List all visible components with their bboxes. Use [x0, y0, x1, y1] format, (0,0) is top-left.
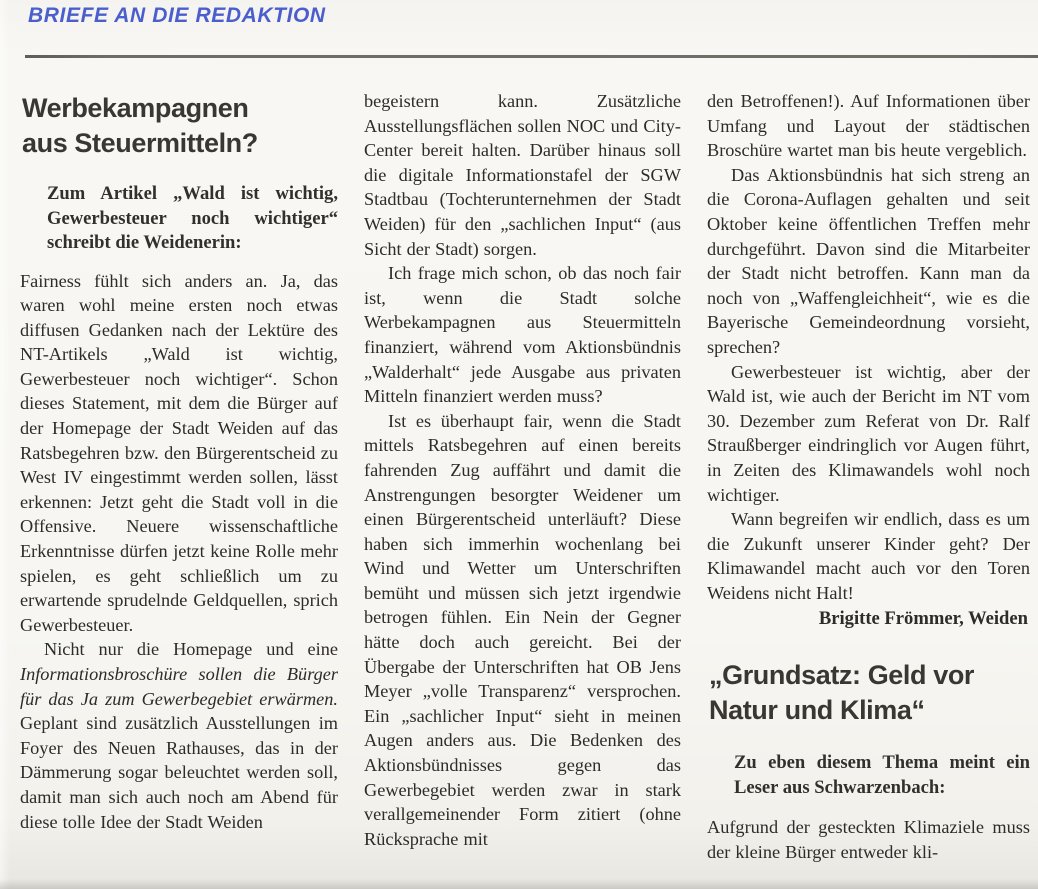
body-text: Nicht nur die Homepage und eine — [44, 639, 338, 660]
letter2-headline-line2: Natur und Klima“ — [709, 695, 925, 726]
body-text: Ich frage mich schon, ob das noch fair ist, wenn die Stadt solche Werbekampagnen aus Steuermitteln finanziert, während vom Aktionsbündnis „Walderhalt“ jede Ausgabe aus privaten Mitteln finanziert werden muss? — [364, 263, 681, 407]
body-text: Fairness fühlt sich anders an. Ja, das waren wohl meine ersten noch etwas diffusen Gedanken nach der Lektüre des NT-Artikels „Wald ist wichtig, Gewerbesteuer noch wichtiger“. Schon dieses Statement, mit dem die Bürger auf der Homepage der Stadt Weiden auf das Ratsbegehren bzw. den Bürgerentscheid zu West IV eingestimmt werden sollen, lässt erkennen: Jetzt geht die Stadt voll in die Offensive. Neuere wissenschaftliche Erkenntnisse dürfen jetzt keine Rolle mehr spielen, es geht schließlich um zu erwartende sprudelnde Geldquellen, sprich Gewerbesteuer. — [20, 270, 338, 635]
letter1-headline — [22, 91, 338, 161]
body-paragraph — [707, 89, 1030, 163]
column-2 — [364, 89, 681, 865]
letter2-headline-line1: „Grundsatz: Geld vor — [709, 660, 975, 691]
body-paragraph — [364, 261, 681, 409]
letter1-body-col2 — [364, 89, 681, 851]
body-paragraph — [364, 409, 681, 852]
body-paragraph — [20, 637, 338, 834]
body-text: den Betroffenen!). Auf Informationen über Umfang und Layout der städtischen Broschüre wartet man bis heute vergeblich. — [707, 91, 1030, 161]
body-text: Aufgrund der gesteckten Klimaziele muss der kleine Bürger entweder kli- — [707, 817, 1030, 863]
article-columns — [0, 58, 1038, 865]
section-masthead — [0, 0, 1038, 28]
letter1-body-col1 — [20, 269, 338, 835]
letter1-intro: Zum Artikel „Wald ist wichtig, Gewerbesteuer noch wichtiger“ schreibt die Weidenerin: — [47, 183, 338, 253]
letter2-headline — [709, 658, 1030, 728]
body-paragraph — [707, 815, 1030, 864]
column-1 — [20, 89, 338, 865]
body-text: begeistern kann. Zusätzliche Ausstellungsflächen sollen NOC und City-Center bereit halten. Darüber hinaus soll die digitale Informationstafel der SGW Stadtbau (Tochterunternehmen der Stadt Weiden) für den „sachlichen Input“ (aus Sicht der Stadt) sorgen. — [364, 91, 681, 259]
letter1-signature: Brigitte Frömmer, Weiden — [818, 608, 1028, 630]
letter1-headline-line1: Werbekampagnen — [22, 93, 249, 123]
letter2-body — [707, 815, 1030, 864]
scan-edge-shadow — [0, 879, 1038, 889]
body-text: Gewerbesteuer ist wichtig, aber der Wald ist, wie auch der Bericht im NT vom 30. Dezember zum Referat von Dr. Ralf Straußberger eindringlich vor Augen führt, in Zeiten des Klimawandels wohl noch wichtiger. — [707, 361, 1030, 505]
letter2-intro: Zu eben diesem Thema meint ein Leser aus Schwarzenbach: — [734, 752, 1030, 798]
letter1-body-col3 — [707, 89, 1030, 605]
body-text: Geplant sind zusätzlich Ausstellungen im Foyer des Neuen Rathauses, das in der Dämmerung sogar beleuchtet werden soll, damit man sich auch noch am Abend für diese tolle Idee der Stadt Weiden — [20, 713, 338, 832]
body-text: Das Aktionsbündnis hat sich streng an die Corona-Auflagen gehalten und seit Oktober keine öffentlichen Treffen mehr durchgeführt. Davon sind die Mitarbeiter der Stadt nicht betroffen. Kann man da noch von „Waffengleichheit“, wie es die Bayerische Gemeindeordnung vorsieht, sprechen? — [707, 164, 1030, 357]
body-paragraph — [707, 163, 1030, 360]
body-text: Ist es überhaupt fair, wenn die Stadt mittels Ratsbegehren auf einen bereits fahrenden Zug auffährt und damit die Anstrengungen besorgter Weidener um einen Bürgerentscheid unterläuft? Diese haben sich immerhin wochenlang bei Wind und Wetter um Unterschriften bemüht und müssen sich jetzt irgendwie betrogen fühlen. Ein Nein der Gegner hätte doch auch gereicht. Bei der Übergabe der Unterschriften hat OB Jens Meyer „volle Transparenz“ versprochen. Ein „sachlicher Input“ sieht in meinen Augen anders aus. Die Bedenken des Aktionsbündnisses gegen das Gewerbegebiet werden zwar in stark verallgemeinender Form zitiert (ohne Rücksprache mit — [364, 410, 681, 849]
section-title: BRIEFE AN DIE REDAKTION — [28, 4, 326, 27]
letter1-headline-line2: aus Steuermitteln? — [22, 128, 258, 158]
emphasized-text: Informationsbroschüre sollen die Bürger für das Ja zum Gewerbegebiet erwärmen. — [20, 664, 338, 709]
body-paragraph — [364, 89, 681, 261]
body-paragraph — [707, 507, 1030, 605]
column-3 — [707, 89, 1030, 865]
body-paragraph — [20, 269, 338, 638]
body-paragraph — [707, 360, 1030, 508]
body-text: Wann begreifen wir endlich, dass es um die Zukunft unserer Kinder geht? Der Klimawandel macht auch vor den Toren Weidens nicht Halt! — [707, 509, 1030, 603]
horizontal-divider — [25, 55, 1038, 58]
